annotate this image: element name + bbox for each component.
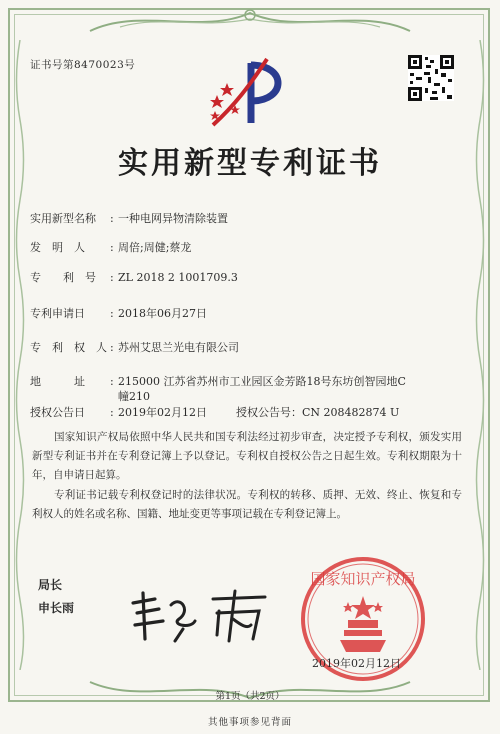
field-label: 授权公告日 (30, 406, 85, 419)
field-grant-date: 授权公告日 : 2019年02月12日 授权公告号：CN 208482874 U (30, 406, 400, 419)
issue-date: 2019年02月12日 (312, 657, 401, 670)
left-ornament (11, 40, 29, 670)
back-note: 其他事项参见背面 (207, 717, 292, 728)
field-value: ZL 2018 2 1001709.3 (118, 271, 238, 284)
field-value: 2018年06月27日 (118, 307, 207, 320)
director-title: 局长 (38, 578, 63, 592)
field-value: 一种电网异物清除装置 (118, 212, 228, 225)
field-label: 专 利 号 (30, 271, 96, 284)
director-name: 申长雨 (38, 601, 75, 615)
field-value: 215000 江苏省苏州市工业园区金芳路18号东坊创智园地C (118, 375, 406, 388)
announcement-number-label: 授权公告号： (236, 406, 302, 419)
seal-text: 国家知识产权局 (310, 570, 416, 588)
field-label: 地 址 (30, 375, 85, 388)
qr-code-icon (408, 55, 454, 101)
field-label: 发 明 人 (30, 241, 85, 254)
field-label: 专利申请日 (30, 307, 85, 320)
page-number: 第1页（共2页） (215, 691, 285, 702)
top-ornament (80, 5, 420, 39)
patent-office-logo (205, 55, 290, 130)
field-patentee: 专 利 权 人 : 苏州艾思兰光电有限公司 (30, 341, 239, 354)
announcement-number: CN 208482874 U (302, 406, 400, 419)
field-inventors: 发 明 人 : 周倍;周健;蔡龙 (30, 241, 192, 254)
field-value: 2019年02月12日 (118, 406, 207, 419)
certificate-title: 实用新型专利证书 (118, 146, 382, 181)
field-address-line2 (118, 388, 150, 404)
paragraph-legal-status: 专利证书记载专利权登记时的法律状况。专利权的转移、质押、无效、终止、恢复和专利权人的姓名或名称、国籍、地址变更等事项记载在专利登记簿上。 (32, 489, 462, 520)
field-value: 幢210 (118, 390, 150, 403)
field-utility-model-name: 实用新型名称 : 一种电网异物清除装置 (30, 212, 228, 225)
field-address: 地 址 : 215000 江苏省苏州市工业园区金芳路18号东坊创智园地C (30, 375, 406, 388)
field-value: 苏州艾思兰光电有限公司 (118, 341, 239, 354)
field-label: 实用新型名称 (30, 212, 96, 225)
field-value: 周倍;周健;蔡龙 (118, 241, 192, 254)
field-patent-number: 专 利 号 : ZL 2018 2 1001709.3 (30, 271, 238, 284)
certificate-number: 证书号第8470023号 (30, 59, 136, 71)
handwritten-signature (125, 585, 275, 645)
field-label: 专 利 权 人 (30, 341, 107, 354)
signature-block (38, 576, 74, 616)
field-application-date: 专利申请日 : 2018年06月27日 (30, 307, 207, 320)
right-ornament (471, 40, 489, 670)
paragraph-grant: 国家知识产权局依照中华人民共和国专利法经过初步审查，决定授予专利权，颁发实用新型专利证书并在专利登记簿上予以登记。专利权自授权公告之日起生效。专利权期限为十年，自申请日起算。 (32, 431, 462, 481)
